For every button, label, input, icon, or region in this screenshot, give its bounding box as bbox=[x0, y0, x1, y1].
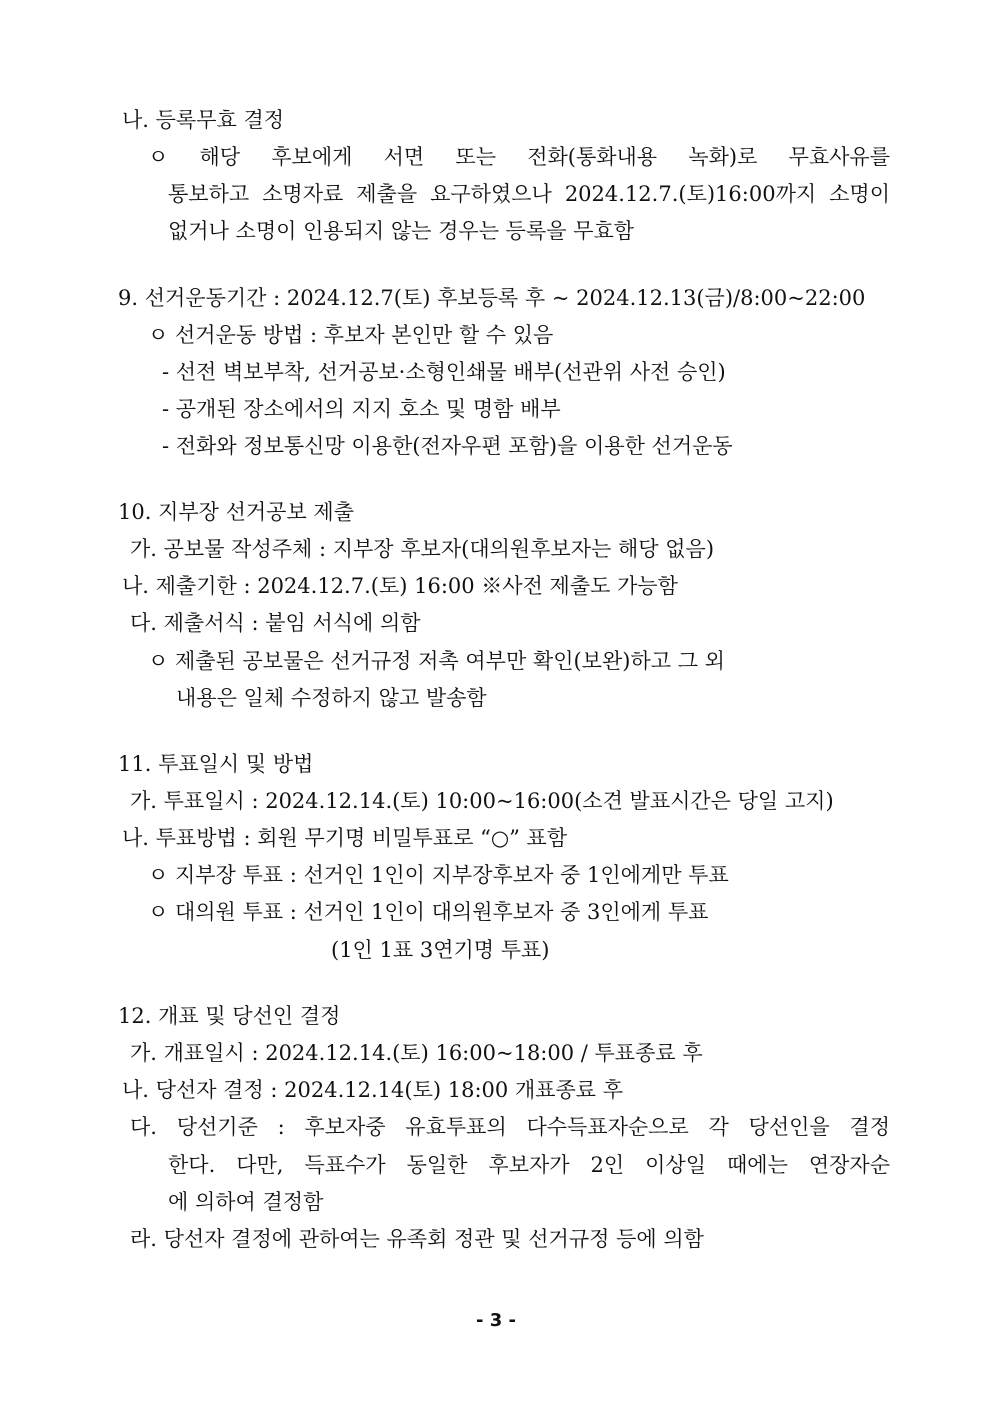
dash-item: - 공개된 장소에서의 지지 호소 및 명함 배부 bbox=[162, 397, 561, 421]
subitem: 라. 당선자 결정에 관하여는 유족회 정관 및 선거규정 등에 의함 bbox=[130, 1227, 704, 1251]
bullet-continuation: 통보하고 소명자료 제출을 요구하였으나 2024.12.7.(토)16:00까지 소명이 bbox=[168, 182, 890, 206]
subitem-continuation: 에 의하여 결정함 bbox=[168, 1190, 324, 1214]
section-heading-bulletin: 10. 지부장 선거공보 제출 bbox=[118, 500, 354, 524]
dash-item: - 선전 벽보부착, 선거공보·소형인쇄물 배부(선관위 사전 승인) bbox=[162, 360, 726, 384]
bullet-continuation: 내용은 일체 수정하지 않고 발송함 bbox=[176, 686, 487, 710]
subitem: 나. 투표방법 : 회원 무기명 비밀투표로 “○” 표함 bbox=[122, 826, 568, 850]
subitem: 나. 당선자 결정 : 2024.12.14(토) 18:00 개표종료 후 bbox=[122, 1078, 624, 1102]
subitem: 나. 제출기한 : 2024.12.7.(토) 16:00 ※사전 제출도 가능함 bbox=[122, 574, 678, 598]
subheading-registration-invalidation: 나. 등록무효 결정 bbox=[122, 108, 285, 132]
subitem: 다. 당선기준 : 후보자중 유효투표의 다수득표자순으로 각 당선인을 결정 bbox=[130, 1115, 890, 1139]
bullet-item: ㅇ 지부장 투표 : 선거인 1인이 지부장후보자 중 1인에게만 투표 bbox=[148, 863, 729, 887]
section-heading-counting: 12. 개표 및 당선인 결정 bbox=[118, 1004, 341, 1028]
dash-item: - 전화와 정보통신망 이용한(전자우편 포함)을 이용한 선거운동 bbox=[162, 434, 733, 458]
bullet-continuation: 없거나 소명이 인용되지 않는 경우는 등록을 무효함 bbox=[168, 219, 635, 243]
page-number: - 3 - bbox=[476, 1310, 516, 1331]
bullet-item: ㅇ 제출된 공보물은 선거규정 저촉 여부만 확인(보완)하고 그 외 bbox=[148, 649, 725, 673]
subitem-continuation: 한다. 다만, 득표수가 동일한 후보자가 2인 이상일 때에는 연장자순 bbox=[168, 1153, 890, 1177]
subitem: 다. 제출서식 : 붙임 서식에 의함 bbox=[130, 611, 421, 635]
section-heading-voting: 11. 투표일시 및 방법 bbox=[118, 752, 314, 776]
bullet-item: ㅇ 대의원 투표 : 선거인 1인이 대의원후보자 중 3인에게 투표 bbox=[148, 900, 709, 924]
subitem: 가. 투표일시 : 2024.12.14.(토) 10:00~16:00(소견 발표시간은 당일 고지) bbox=[130, 789, 834, 813]
bullet-campaign-method: ㅇ 선거운동 방법 : 후보자 본인만 할 수 있음 bbox=[148, 323, 554, 347]
section-heading-campaign-period: 9. 선거운동기간 : 2024.12.7(토) 후보등록 후 ~ 2024.12.13(금)/8:00~22:00 bbox=[118, 286, 866, 310]
subitem: 가. 개표일시 : 2024.12.14.(토) 16:00~18:00 / 투표종료 후 bbox=[130, 1041, 703, 1065]
subitem: 가. 공보물 작성주체 : 지부장 후보자(대의원후보자는 해당 없음) bbox=[130, 537, 715, 561]
bullet-notify-candidate: ㅇ 해당 후보에게 서면 또는 전화(통화내용 녹화)로 무효사유를 bbox=[148, 145, 890, 169]
bullet-continuation: (1인 1표 3연기명 투표) bbox=[331, 938, 550, 962]
